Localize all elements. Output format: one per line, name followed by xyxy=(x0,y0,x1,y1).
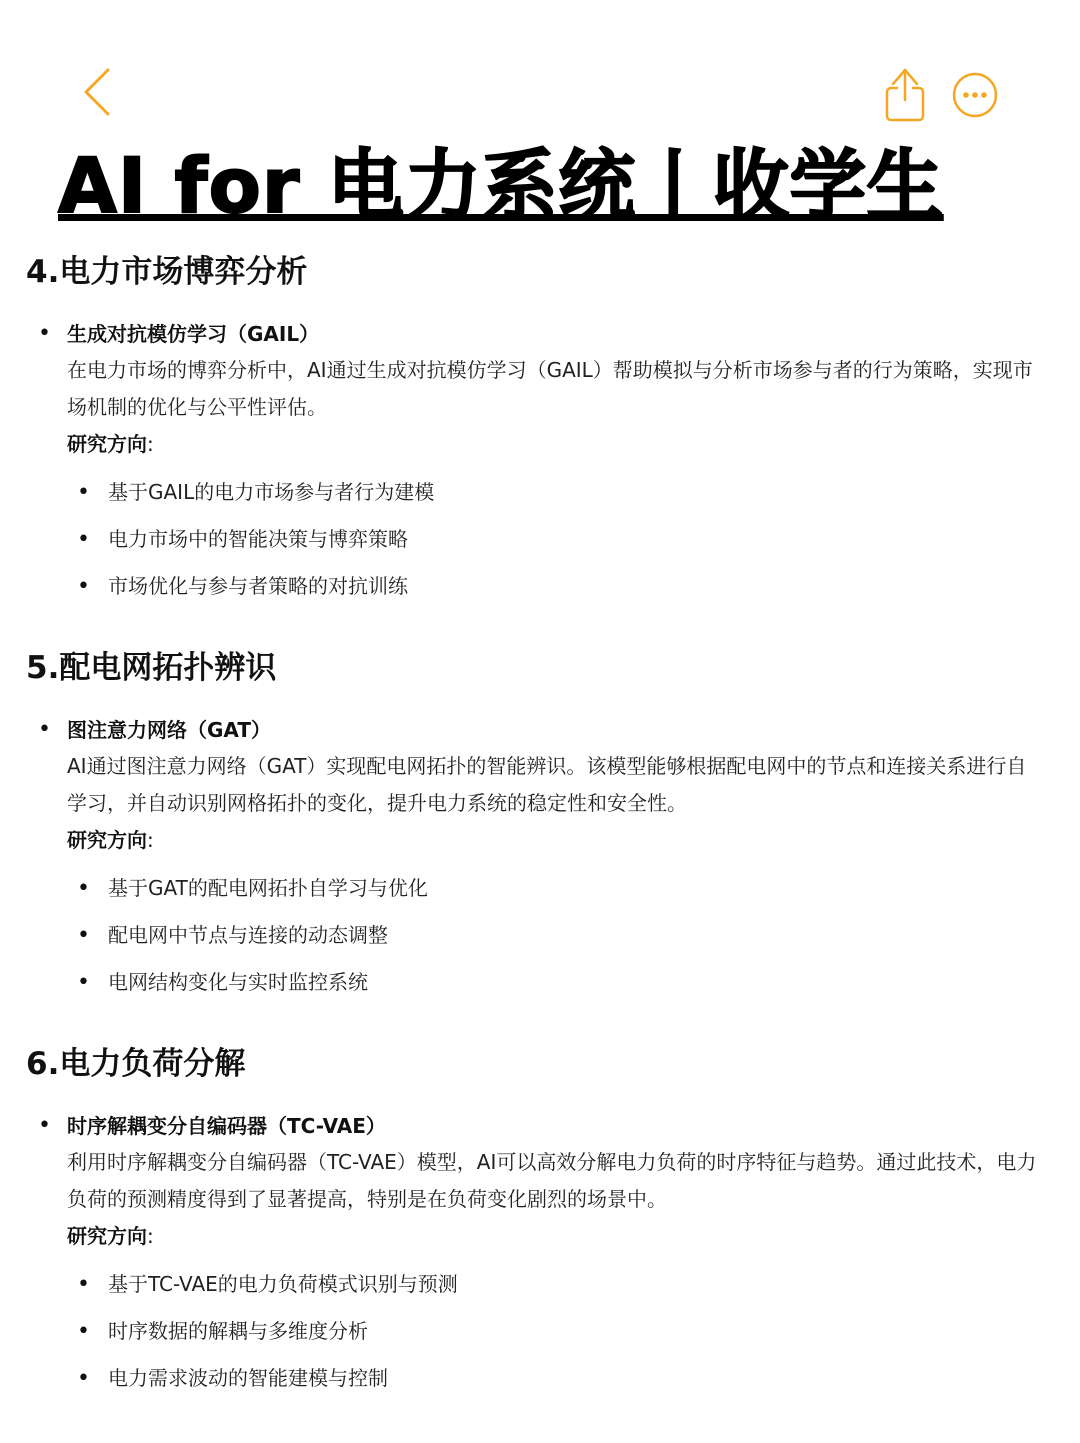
research-direction-item: • 电力市场中的智能决策与博弈策略 xyxy=(67,516,1044,563)
method-block xyxy=(26,316,1044,610)
research-direction-list xyxy=(67,865,1044,1006)
section-6 xyxy=(0,1036,1080,1402)
method-block xyxy=(26,712,1044,1006)
research-direction-list xyxy=(67,469,1044,610)
research-direction-label: 研究方向: xyxy=(67,828,154,852)
section-5 xyxy=(0,640,1080,1006)
bullet-icon: • xyxy=(38,321,51,346)
research-direction-label: 研究方向: xyxy=(67,432,154,456)
research-direction-item: • 配电网中节点与连接的动态调整 xyxy=(67,912,1044,959)
research-direction-item: • 基于GAIL的电力市场参与者行为建模 xyxy=(67,469,1044,516)
research-direction-item: • 电网结构变化与实时监控系统 xyxy=(67,959,1044,1006)
method-block xyxy=(26,1108,1044,1402)
section-heading: 4.电力市场博弈分析 xyxy=(26,254,308,290)
bullet-icon: • xyxy=(38,717,51,742)
share-icon xyxy=(880,64,930,124)
method-description: 利用时序解耦变分自编码器（TC-VAE）模型，AI可以高效分解电力负荷的时序特征与趋势。通过此技术，电力负荷的预测精度得到了显著提高，特别是在负荷变化剧烈的场景中。 xyxy=(67,1150,1037,1211)
research-direction-item: • 基于GAT的配电网拓扑自学习与优化 xyxy=(67,865,1044,912)
more-options-button[interactable] xyxy=(950,70,1000,120)
research-direction-item: • 基于TC-VAE的电力负荷模式识别与预测 xyxy=(67,1261,1044,1308)
bullet-icon: • xyxy=(38,1113,51,1138)
method-description: AI通过图注意力网络（GAT）实现配电网拓扑的智能辨识。该模型能够根据配电网中的节点和连接关系进行自学习，并自动识别网格拓扑的变化，提升电力系统的稳定性和安全性。 xyxy=(67,754,1027,815)
article-content xyxy=(0,244,1080,1432)
research-direction-label: 研究方向: xyxy=(67,1224,154,1248)
method-name: 生成对抗模仿学习（GAIL） xyxy=(67,322,320,346)
research-direction-item: • 电力需求波动的智能建模与控制 xyxy=(67,1355,1044,1402)
method-description: 在电力市场的博弈分析中，AI通过生成对抗模仿学习（GAIL）帮助模拟与分析市场参与者的行为策略，实现市场机制的优化与公平性评估。 xyxy=(67,358,1033,419)
top-navigation-bar xyxy=(0,0,1080,140)
page-title: AI for 电力系统丨收学生 xyxy=(58,141,944,230)
research-direction-item: • 市场优化与参与者策略的对抗训练 xyxy=(67,563,1044,610)
section-heading: 6.电力负荷分解 xyxy=(26,1046,246,1082)
chevron-left-icon xyxy=(70,62,130,122)
share-button[interactable] xyxy=(880,64,930,124)
research-direction-item: • 时序数据的解耦与多维度分析 xyxy=(67,1308,1044,1355)
section-4 xyxy=(0,244,1080,610)
back-button[interactable] xyxy=(70,62,130,122)
method-name: 时序解耦变分自编码器（TC-VAE） xyxy=(67,1114,386,1138)
method-name: 图注意力网络（GAT） xyxy=(67,718,271,742)
more-icon xyxy=(950,70,1000,120)
research-direction-list xyxy=(67,1261,1044,1402)
section-heading: 5.配电网拓扑辨识 xyxy=(26,650,277,686)
